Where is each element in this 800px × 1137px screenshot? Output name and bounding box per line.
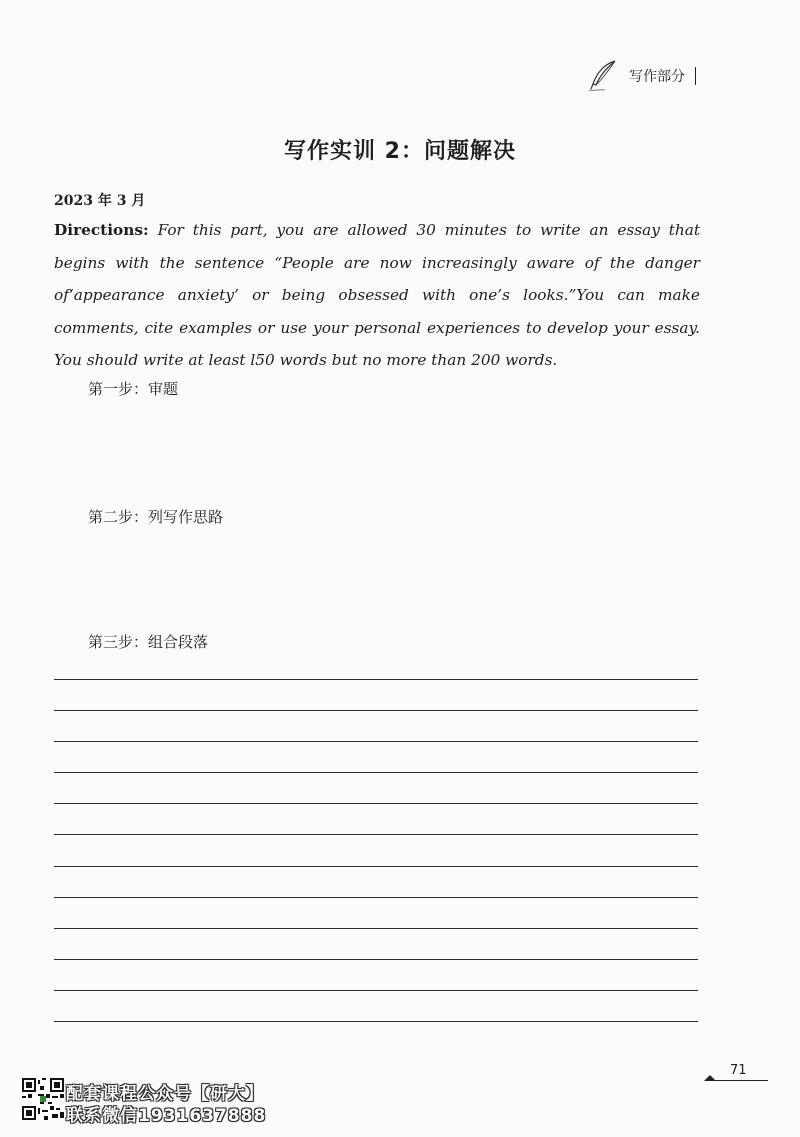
writing-line <box>54 679 698 710</box>
writing-line <box>54 897 698 928</box>
writing-line <box>54 710 698 741</box>
step-2-label: 第二步：列写作思路 <box>88 508 224 526</box>
page-title: 写作实训 2：问题解决 <box>284 139 516 164</box>
writing-line <box>54 741 698 772</box>
directions-label: Directions: <box>54 221 149 239</box>
directions-text: For this part, you are allowed 30 minutes to write an essay that begins with the sentence “People are now increasingly aware of the danger of‘appearance anxiety’ or being obsessed with one’s looks.”You can make comments, cite examples or use your personal experiences to develop your essay. You should write at least l50 words but no more than 200 words. <box>54 221 700 369</box>
watermark-line-1: 配套课程公众号【研大】 <box>66 1084 264 1104</box>
step-3-label: 第三步：组合段落 <box>88 633 209 651</box>
writing-line <box>54 959 698 990</box>
page-header <box>585 58 696 94</box>
writing-lines <box>54 679 698 1052</box>
page-number: 71 <box>730 1063 747 1078</box>
writing-line <box>54 772 698 803</box>
writing-line <box>54 928 698 959</box>
step-1-label: 第一步：审题 <box>88 380 179 398</box>
footer-rule <box>712 1080 768 1081</box>
quill-icon <box>585 58 621 94</box>
writing-line <box>54 834 698 865</box>
qr-code-icon <box>22 1078 64 1120</box>
directions-paragraph <box>54 214 700 377</box>
section-label: 写作部分 <box>629 69 685 85</box>
header-divider <box>695 67 696 85</box>
writing-line <box>54 866 698 897</box>
exam-date: 2023 年 3 月 <box>54 193 146 209</box>
writing-line <box>54 803 698 834</box>
writing-line <box>54 990 698 1021</box>
writing-line <box>54 1021 698 1052</box>
watermark-line-2: 联系微信1931637888 <box>66 1106 267 1126</box>
